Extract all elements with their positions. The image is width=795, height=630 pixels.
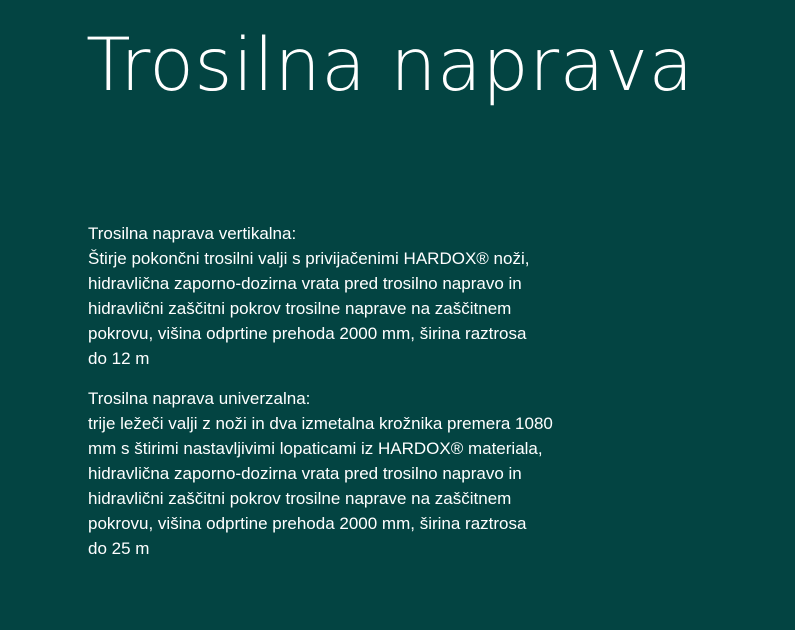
section-text-line: hidravlični zaščitni pokrov trosilne naprave na zaščitnem	[88, 299, 512, 318]
section-text-line: hidravlična zaporno-dozirna vrata pred trosilno napravo in	[88, 274, 522, 293]
section-text-line: Štirje pokončni trosilni valji s privijačenimi HARDOX® noži,	[88, 249, 530, 268]
section-text-line: hidravlična zaporno-dozirna vrata pred trosilno napravo in	[88, 464, 522, 483]
section-text-line: hidravlični zaščitni pokrov trosilne naprave na zaščitnem	[88, 489, 512, 508]
section-text-line: trije ležeči valji z noži in dva izmetalna krožnika premera 1080	[88, 414, 553, 433]
section-text-line: do 25 m	[88, 539, 150, 558]
section-text-line: pokrovu, višina odprtine prehoda 2000 mm, širina raztrosa	[88, 324, 527, 343]
section-universal	[88, 386, 628, 561]
section-vertical	[88, 221, 628, 371]
page-title: Trosilna naprava	[86, 23, 694, 108]
section-text-line: pokrovu, višina odprtine prehoda 2000 mm, širina raztrosa	[88, 514, 527, 533]
section-heading: Trosilna naprava univerzalna:	[88, 389, 311, 408]
section-text-line: mm s štirimi nastavljivimi lopaticami iz HARDOX® materiala,	[88, 439, 543, 458]
description-content	[88, 221, 628, 576]
section-heading: Trosilna naprava vertikalna:	[88, 224, 297, 243]
section-text-line: do 12 m	[88, 349, 150, 368]
